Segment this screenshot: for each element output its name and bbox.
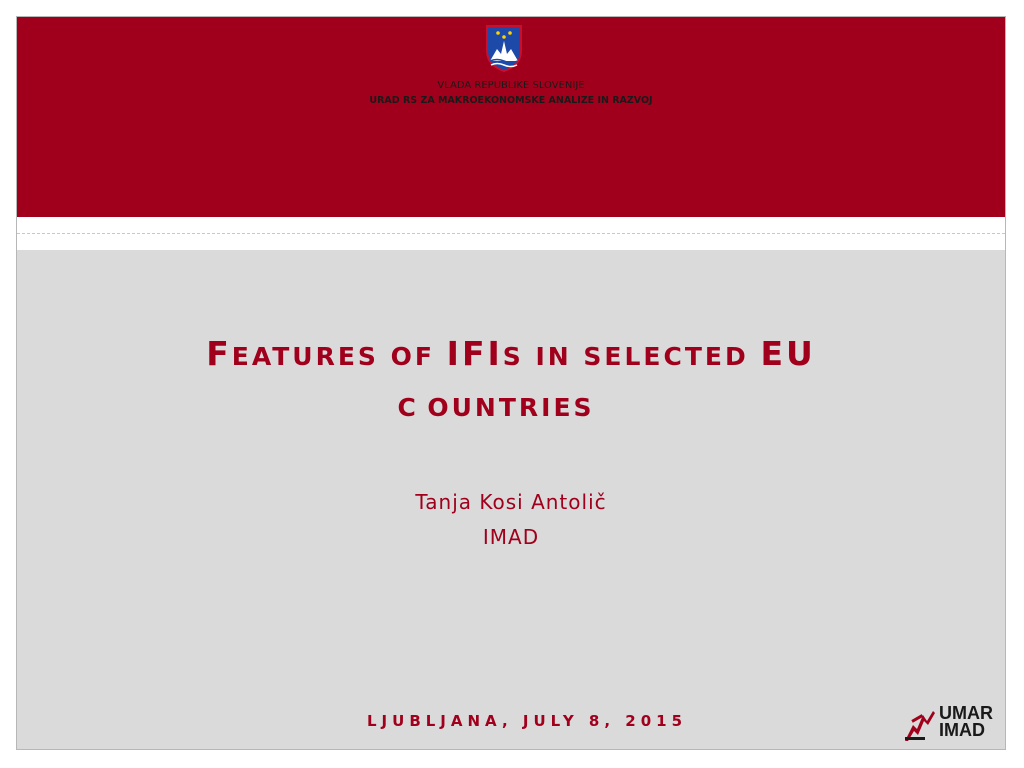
title-part: F	[206, 334, 232, 373]
title-part: EU	[760, 334, 816, 373]
header-band	[17, 17, 1005, 217]
umar-imad-logo-icon	[903, 707, 937, 743]
title-line-1	[17, 330, 1005, 384]
logo-line-1: UMAR	[939, 703, 993, 723]
organization-name: IMAD	[482, 525, 540, 549]
place-date: LJUBLJANA, JULY 8, 2015	[367, 712, 688, 730]
logo-text	[939, 705, 993, 739]
title-part: OUNTRIES	[427, 393, 595, 422]
title-part: C	[397, 393, 419, 422]
slide	[16, 16, 1006, 750]
government-name: VLADA REPUBLIKE SLOVENIJE	[437, 80, 585, 91]
umar-imad-logo	[903, 705, 999, 745]
slide-title	[17, 330, 1005, 435]
slovenia-coat-of-arms-icon	[485, 23, 523, 73]
separator-line	[17, 233, 1005, 234]
author-name: Tanja Kosi Antolič	[415, 490, 607, 514]
title-part: EATURES OF	[231, 342, 447, 371]
logo-line-2: IMAD	[939, 720, 985, 740]
title-part: IFI	[446, 334, 503, 373]
title-part: S IN SELECTED	[502, 342, 761, 371]
title-line-2	[17, 384, 1005, 435]
slide-body	[17, 250, 1005, 750]
office-name: URAD RS ZA MAKROEKONOMSKE ANALIZE IN RAZVOJ	[369, 95, 653, 106]
